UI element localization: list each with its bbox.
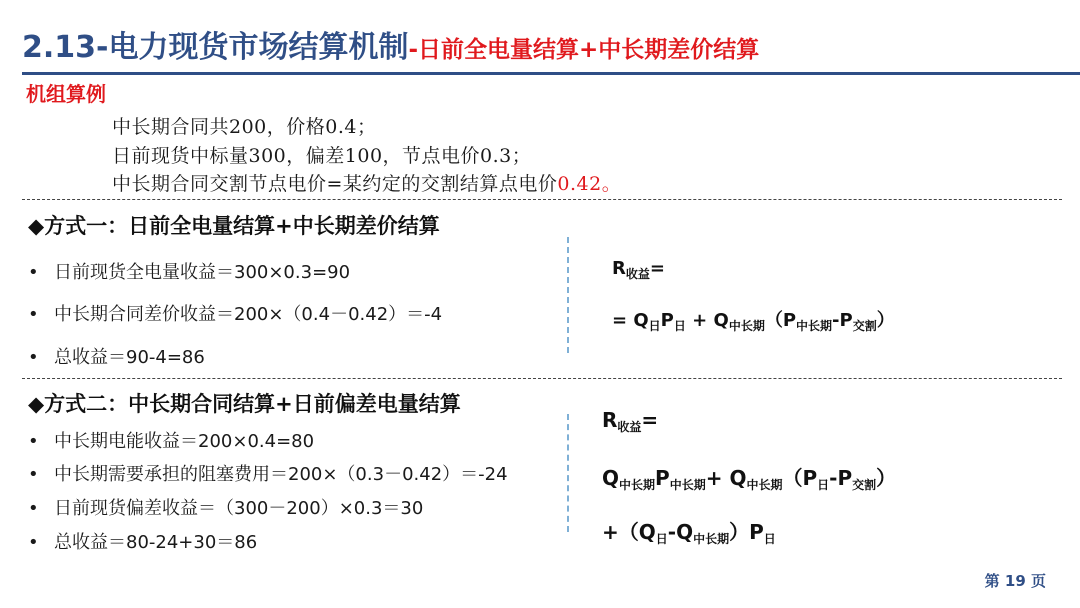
list-item: • 中长期需要承担的阻塞费用＝200×（0.3－0.42）＝-24 xyxy=(28,464,508,485)
page-title: 2.13-电力现货市场结算机制-日前全电量结算+中长期差价结算 xyxy=(22,30,760,65)
page-subtitle: -日前全电量结算+中长期差价结算 xyxy=(408,37,760,63)
list-item: • 日前现货全电量收益＝300×0.3=90 xyxy=(28,262,351,283)
list-item: • 中长期电能收益＝200×0.4=80 xyxy=(28,431,315,452)
example-label: 机组算例 xyxy=(26,82,106,106)
condition-line: 中长期合同共200，价格0.4； xyxy=(112,116,377,138)
formula-line: $R_{收益}=$ xyxy=(612,258,665,281)
method2-heading: ◆方式二：中长期合同结算+日前偏差电量结算 xyxy=(28,392,461,416)
formula-line: $Q_{中长期}P_{中长期}+ Q_{中长期}(P_日-P_{交割})$ xyxy=(602,466,897,492)
column-divider xyxy=(567,237,569,353)
condition-line: 日前现货中标量300，偏差100，节点电价0.3； xyxy=(112,145,532,167)
list-item: • 总收益＝90-4=86 xyxy=(28,347,205,368)
list-item: • 总收益＝80-24+30＝86 xyxy=(28,532,258,553)
formula-line: $+(Q_日-Q_{中长期})P_日$ xyxy=(602,520,776,546)
method1-heading: ◆方式一：日前全电量结算+中长期差价结算 xyxy=(28,214,440,238)
highlight-value: 0.42。 xyxy=(557,173,622,195)
list-item: • 日前现货偏差收益＝（300－200）×0.3＝30 xyxy=(28,498,424,519)
condition-line: 中长期合同交割节点电价=某约定的交割结算点电价0.42。 xyxy=(112,173,622,195)
title-divider xyxy=(22,72,1080,75)
section-divider xyxy=(22,199,1062,200)
section-divider xyxy=(22,378,1062,379)
formula-line: = $Q_日P_日 + Q_{中长期}(P_{中长期}-P_{交割})$ xyxy=(612,310,895,333)
page-number: 第 19 页 xyxy=(984,572,1046,590)
list-item: • 中长期合同差价收益＝200×（0.4－0.42）＝-4 xyxy=(28,304,443,325)
formula-line: $R_{收益}=$ xyxy=(602,408,659,434)
column-divider xyxy=(567,414,569,532)
